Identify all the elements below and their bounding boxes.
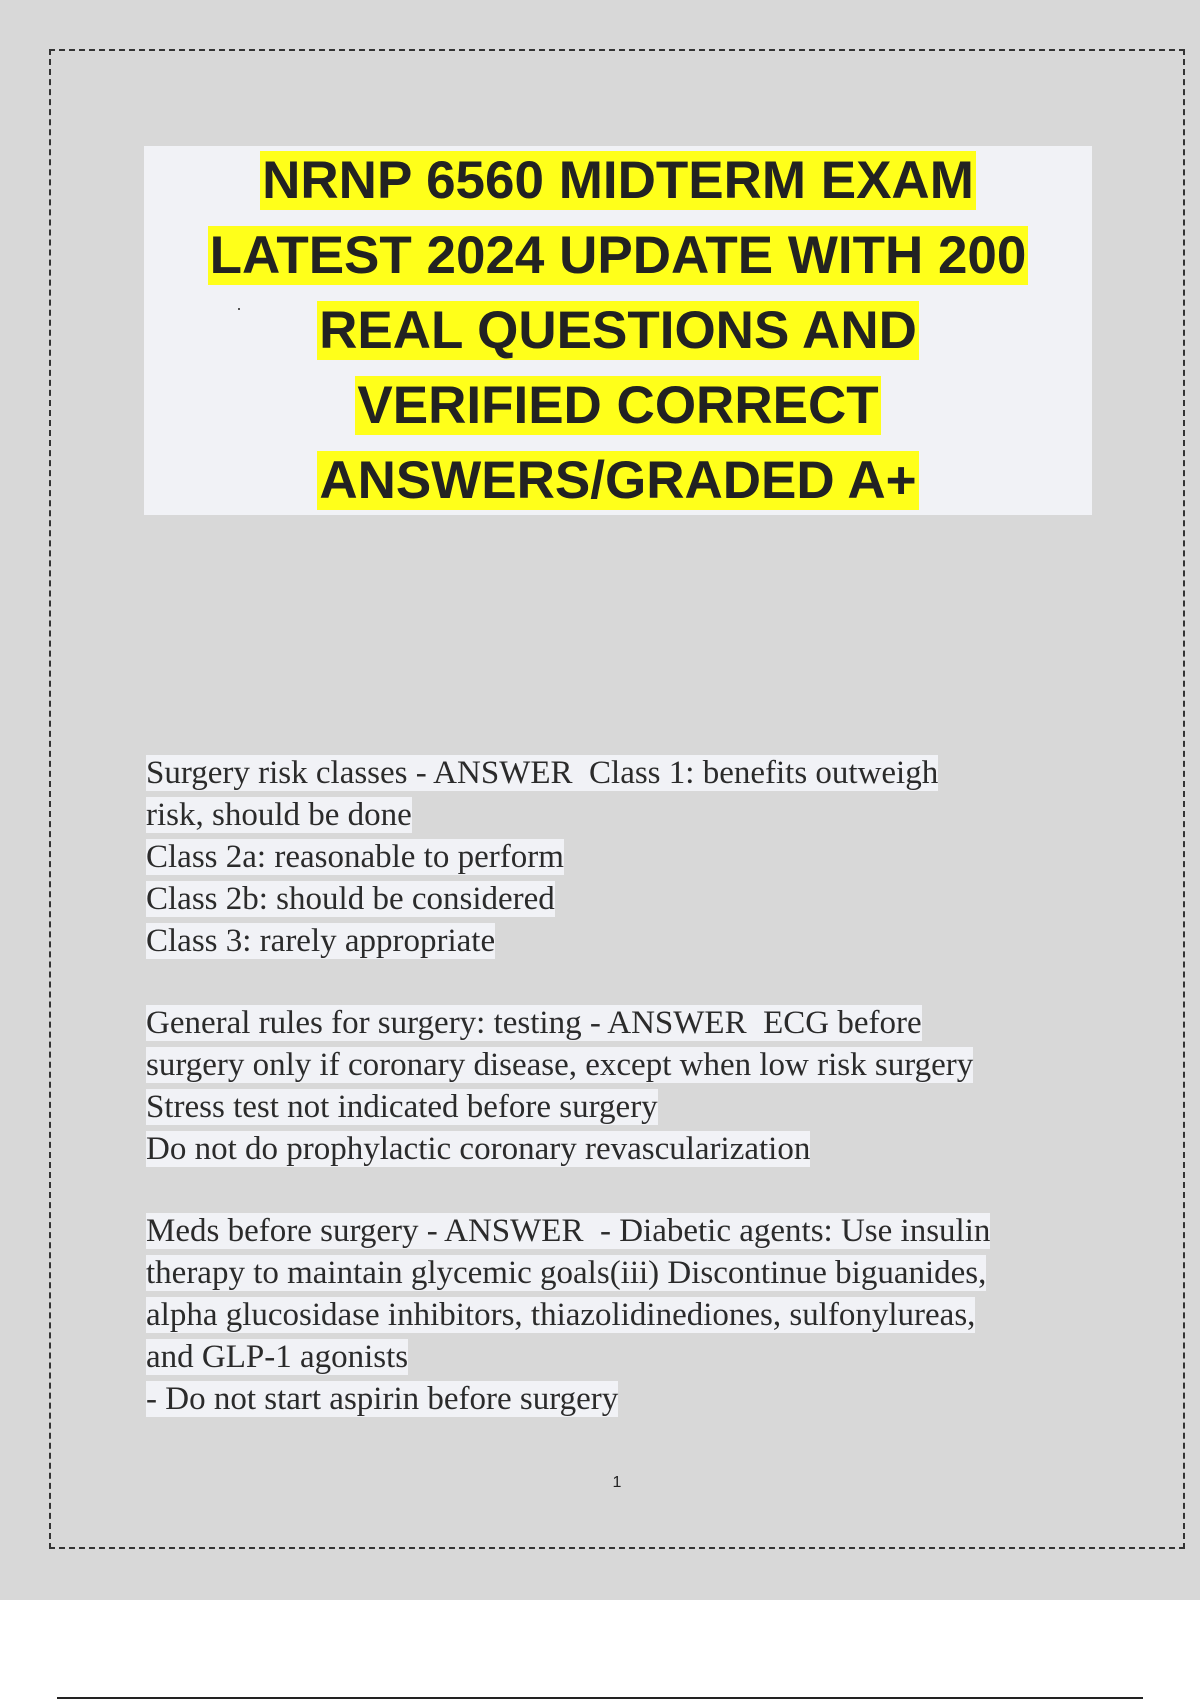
qa-item-surgery-testing xyxy=(146,1002,1106,1170)
qa-line: Class 2a: reasonable to perform xyxy=(146,839,564,875)
qa-item-meds-before-surgery xyxy=(146,1210,1106,1420)
qa-line: risk, should be done xyxy=(146,797,412,833)
bottom-divider xyxy=(57,1697,1143,1699)
title-panel xyxy=(144,146,1092,515)
page-number: 1 xyxy=(612,1474,622,1491)
title-line: ANSWERS/GRADED A+ xyxy=(319,451,917,510)
qa-line: - Do not start aspirin before surgery xyxy=(146,1381,619,1417)
qa-item-surgery-risk-classes xyxy=(146,752,1106,962)
qa-line: Class 3: rarely appropriate xyxy=(146,923,496,959)
qa-line: alpha glucosidase inhibitors, thiazolidinediones, sulfonylureas, xyxy=(146,1297,976,1333)
qa-line: Stress test not indicated before surgery xyxy=(146,1089,658,1125)
question-answer-list xyxy=(146,752,1106,1460)
qa-line: Class 2b: should be considered xyxy=(146,881,555,917)
title-line: NRNP 6560 MIDTERM EXAM xyxy=(262,151,974,210)
qa-line: Do not do prophylactic coronary revascularization xyxy=(146,1131,811,1167)
qa-line: General rules for surgery: testing - ANSWER ECG before xyxy=(146,1005,922,1041)
stray-dot xyxy=(238,308,240,310)
document-title xyxy=(144,143,1092,518)
title-line: VERIFIED CORRECT xyxy=(357,376,879,435)
qa-line: Meds before surgery - ANSWER - Diabetic agents: Use insulin xyxy=(146,1213,991,1249)
qa-line: surgery only if coronary disease, except when low risk surgery xyxy=(146,1047,974,1083)
title-line: LATEST 2024 UPDATE WITH 200 xyxy=(209,226,1027,285)
title-line: REAL QUESTIONS AND xyxy=(319,301,917,360)
qa-line: and GLP-1 agonists xyxy=(146,1339,409,1375)
qa-line: therapy to maintain glycemic goals(iii) Discontinue biguanides, xyxy=(146,1255,987,1291)
qa-line: Surgery risk classes - ANSWER Class 1: benefits outweigh xyxy=(146,755,939,791)
